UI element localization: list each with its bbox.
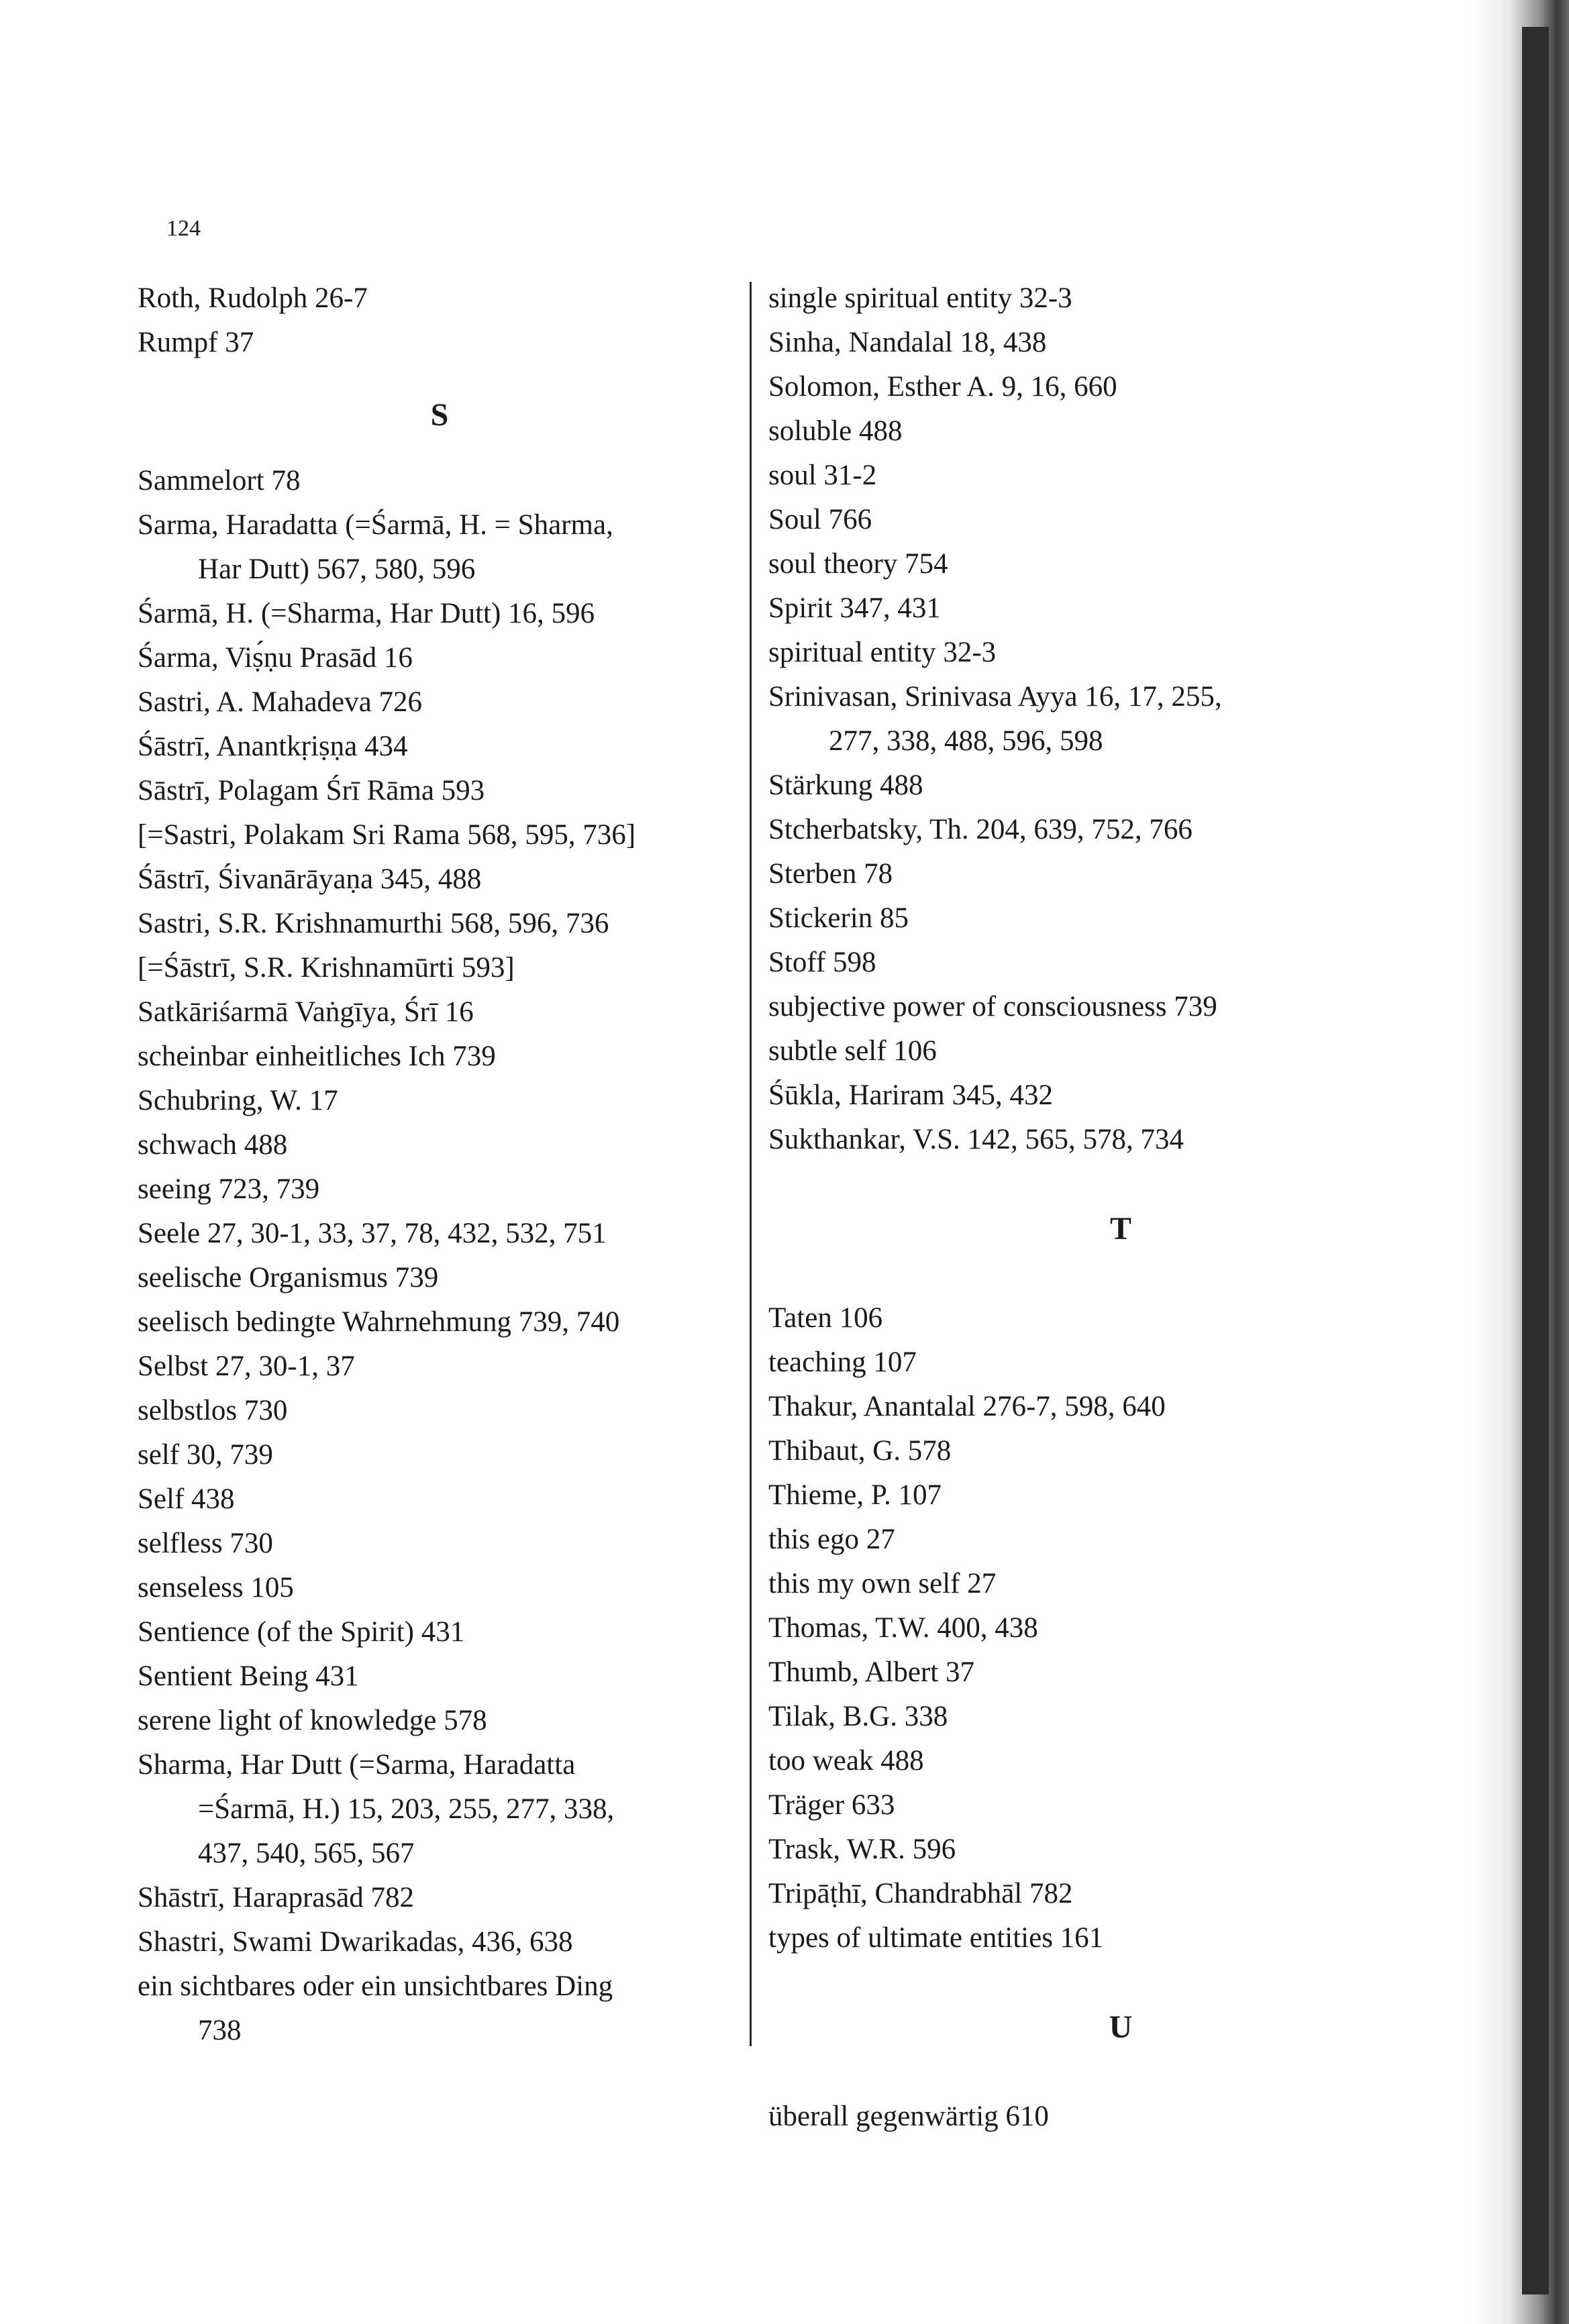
index-entry: soluble 488 <box>768 415 903 447</box>
index-entry: Sentient Being 431 <box>138 1660 359 1692</box>
index-entry: Seele 27, 30-1, 33, 37, 78, 432, 532, 751 <box>138 1218 607 1249</box>
right-u-entries <box>768 2095 1372 2139</box>
index-entry: soul theory 754 <box>768 548 948 580</box>
index-entry: too weak 488 <box>768 1745 924 1777</box>
index-entry: Schubring, W. 17 <box>138 1085 338 1116</box>
index-entry: serene light of knowledge 578 <box>138 1705 487 1736</box>
index-entry: Shāstrī, Haraprasād 782 <box>138 1882 414 1913</box>
index-entry: Stickerin 85 <box>768 902 909 934</box>
letter-heading-s: S <box>430 397 449 433</box>
entry-continuation: 738 <box>198 2015 242 2046</box>
page-number: 124 <box>166 216 201 241</box>
index-entry: Thakur, Anantalal 276-7, 598, 640 <box>768 1391 1166 1422</box>
index-entry: Roth, Rudolph 26-7 <box>138 282 368 314</box>
book-binding-shadow <box>1468 0 1569 2324</box>
book-binding-edge <box>1522 27 1549 2294</box>
index-entry: Sarma, Haradatta (=Śarmā, H. = Sharma, Har Dutt) 567, 580, 596 <box>138 503 728 592</box>
index-entry: Soul 766 <box>768 504 872 535</box>
index-entry: self 30, 739 <box>138 1439 273 1471</box>
index-entry: Śarma, Viṣ́ṇu Prasād 16 <box>138 642 413 674</box>
index-entry: soul 31-2 <box>768 460 877 491</box>
entry-continuation: 437, 540, 565, 567 <box>198 1838 415 1869</box>
index-entry: Sterben 78 <box>768 858 893 890</box>
index-entry: Tripāṭhī, Chandrabhāl 782 <box>768 1878 1073 1909</box>
index-entry: Śūkla, Hariram 345, 432 <box>768 1079 1053 1111</box>
index-entry: this ego 27 <box>768 1524 895 1555</box>
index-entry: senseless 105 <box>138 1572 294 1603</box>
right-column <box>768 276 1372 2139</box>
index-entry: Thumb, Albert 37 <box>768 1656 974 1688</box>
index-entry: selbstlos 730 <box>138 1395 288 1426</box>
column-divider <box>750 282 752 2046</box>
index-entry: Tilak, B.G. 338 <box>768 1701 948 1732</box>
index-entry: Sukthankar, V.S. 142, 565, 578, 734 <box>768 1124 1184 1155</box>
entry-continuation: Har Dutt) 567, 580, 596 <box>198 553 476 585</box>
right-s-entries <box>768 276 1372 1162</box>
index-entry: Śarmā, H. (=Sharma, Har Dutt) 16, 596 <box>138 598 595 629</box>
index-entry: Selbst 27, 30-1, 37 <box>138 1351 355 1382</box>
index-entry: single spiritual entity 32-3 <box>768 282 1072 314</box>
index-entry: Thieme, P. 107 <box>768 1479 942 1511</box>
index-entry: Taten 106 <box>768 1302 883 1334</box>
index-entry: Shastri, Swami Dwarikadas, 436, 638 <box>138 1926 573 1958</box>
index-entry: Satkāriśarmā Vaṅgīya, Śrī 16 <box>138 996 474 1028</box>
letter-heading-u: U <box>1109 2009 1133 2045</box>
index-entry: this my own self 27 <box>768 1568 997 1599</box>
index-entry: Śāstrī, Śivanārāyaṇa 345, 488 <box>138 863 482 895</box>
entry-continuation: 277, 338, 488, 596, 598 <box>829 725 1103 757</box>
index-entry: überall gegenwärtig 610 <box>768 2101 1049 2132</box>
index-entry: Sinha, Nandalal 18, 438 <box>768 327 1047 358</box>
index-entry: Thibaut, G. 578 <box>768 1435 952 1467</box>
index-entry: seelisch bedingte Wahrnehmung 739, 740 <box>138 1306 620 1338</box>
index-entry: Sastri, S.R. Krishnamurthi 568, 596, 736 <box>138 908 609 939</box>
index-entry: Sharma, Har Dutt (=Sarma, Haradatta =Śarmā, H.) 15, 203, 255, 277, 338, 437, 540, 565, 567 <box>138 1743 728 1876</box>
index-entry: Self 438 <box>138 1483 235 1515</box>
index-entry: Stoff 598 <box>768 947 876 978</box>
index-entry: Srinivasan, Srinivasa Ayya 16, 17, 255, 277, 338, 488, 596, 598 <box>768 675 1372 763</box>
index-entry: Sastri, A. Mahadeva 726 <box>138 686 422 718</box>
index-entry: Sammelort 78 <box>138 465 301 496</box>
entry-continuation: =Śarmā, H.) 15, 203, 255, 277, 338, <box>198 1793 615 1825</box>
index-entry: Śāstrī, Anantkṛiṣṇa 434 <box>138 731 408 762</box>
left-column <box>138 276 728 2053</box>
letter-heading-t: T <box>1109 1211 1131 1247</box>
index-entry: subjective power of consciousness 739 <box>768 991 1217 1022</box>
index-entry: spiritual entity 32-3 <box>768 637 997 668</box>
index-entry: seeing 723, 739 <box>138 1173 320 1205</box>
index-entry: teaching 107 <box>768 1346 917 1378</box>
index-entry: subtle self 106 <box>768 1035 937 1067</box>
index-entry: schwach 488 <box>138 1129 288 1161</box>
index-entry: Träger 633 <box>768 1789 895 1821</box>
index-entry: Solomon, Esther A. 9, 16, 660 <box>768 371 1117 403</box>
index-entry: Stärkung 488 <box>768 770 923 801</box>
index-entry: types of ultimate entities 161 <box>768 1922 1104 1954</box>
index-entry: Trask, W.R. 596 <box>768 1834 956 1865</box>
index-entry: Rumpf 37 <box>138 327 254 358</box>
index-entry: Stcherbatsky, Th. 204, 639, 752, 766 <box>768 814 1193 845</box>
index-entry: Sentience (of the Spirit) 431 <box>138 1616 465 1648</box>
left-entries <box>138 459 728 2053</box>
index-entry: [=Sastri, Polakam Sri Rama 568, 595, 736] <box>138 819 636 851</box>
index-entry: Sāstrī, Polagam Śrī Rāma 593 <box>138 775 485 806</box>
left-top-entries <box>138 276 728 365</box>
index-entry: scheinbar einheitliches Ich 739 <box>138 1041 496 1072</box>
index-entry: [=Śāstrī, S.R. Krishnamūrti 593] <box>138 952 515 984</box>
index-entry: Thomas, T.W. 400, 438 <box>768 1612 1038 1644</box>
index-entry: selfless 730 <box>138 1528 273 1559</box>
index-entry: seelische Organismus 739 <box>138 1262 439 1293</box>
index-entry: Spirit 347, 431 <box>768 592 941 624</box>
index-entry: ein sichtbares oder ein unsichtbares Ding 738 <box>138 1964 728 2053</box>
right-t-entries <box>768 1296 1372 1960</box>
